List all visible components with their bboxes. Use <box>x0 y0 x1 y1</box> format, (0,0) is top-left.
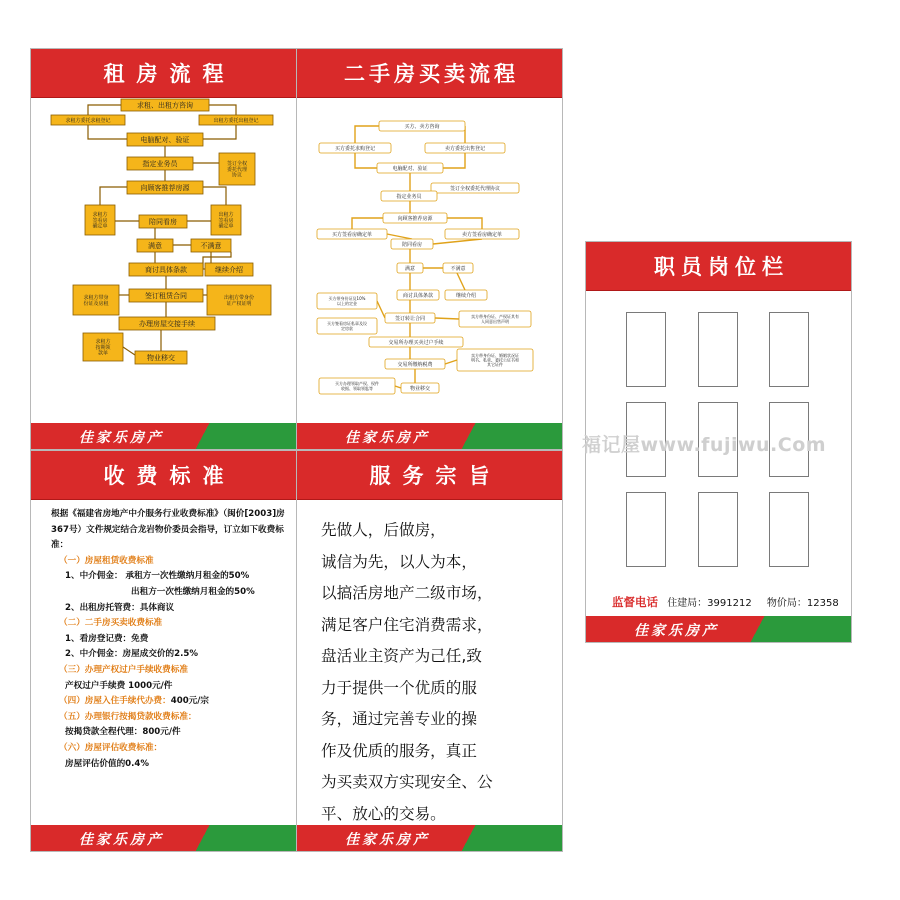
flow-step-label: 求租方带身 <box>83 295 109 301</box>
board-title: 收费标准 <box>103 464 236 488</box>
brand-name: 佳家乐房产 <box>79 430 164 446</box>
resale-flowchart <box>297 97 562 423</box>
brand-name: 佳家乐房产 <box>345 430 430 446</box>
board-header <box>297 49 562 98</box>
flow-step-label: 以上的定金 <box>337 300 357 306</box>
flow-connector <box>100 187 127 205</box>
board-footer <box>31 825 296 851</box>
board-footer <box>586 616 851 642</box>
flow-step <box>317 293 377 309</box>
flow-connector <box>209 105 236 115</box>
flow-step-label: 继续介绍 <box>215 266 243 275</box>
fee-line: 按揭贷款全程代理：800元/件 <box>65 727 181 738</box>
flow-step-label: 办理房屋交接手续 <box>139 320 195 329</box>
staff-photo-slot <box>769 312 809 387</box>
flow-step-label: 明书、私章、委托公证书和 <box>471 357 519 363</box>
flow-step-label: 签看房 <box>218 217 234 224</box>
flow-connector <box>203 125 236 139</box>
bureau-phone-1: 住建局：3991212 <box>667 598 752 609</box>
flow-connector <box>377 301 385 318</box>
fee-line: 房屋评估价值的0.4% <box>65 758 149 769</box>
flow-step <box>369 337 463 347</box>
flow-step <box>219 153 255 185</box>
flow-connector <box>355 126 379 143</box>
fee-section-label: （四）房屋入住手续代办费： <box>59 696 171 707</box>
flow-step-label: 卖方签看房确定单 <box>461 231 503 238</box>
board-footer <box>31 423 296 449</box>
flow-step <box>127 181 203 194</box>
fee-line: 2、出租房托管费：具体商议 <box>65 602 175 613</box>
flow-step-label: 向顾客推荐房源 <box>397 215 433 222</box>
staff-photo-slot <box>626 312 666 387</box>
flow-step <box>317 318 377 334</box>
flow-step <box>383 213 447 223</box>
fee-line: 1、中介佣金： 承租方一次性缴纳月租金的50% <box>65 571 250 582</box>
rental-flowchart <box>31 97 296 423</box>
flow-step-label: 人同意出售声明 <box>481 318 509 324</box>
flow-step-label: 向顾客推荐房源 <box>140 184 190 193</box>
flow-step-label: 协议 <box>231 172 243 179</box>
flow-step <box>385 359 445 369</box>
flow-step <box>317 229 387 239</box>
flow-step-label: 卖方带身份证、婚姻状况证 <box>471 352 519 358</box>
board-footer <box>297 423 562 449</box>
flow-step-label: 交易所缴纳税费 <box>397 361 433 368</box>
fee-line: 1、看房登记费：免费 <box>65 633 149 644</box>
fee-intro: 根据《福建省房地产中介服务行业收费标准》（闽价[2003]房367号）文件规定结合龙岩物价委员会指导，订立如下收费标准： <box>51 509 285 551</box>
flow-step <box>121 99 209 111</box>
flow-step <box>401 383 439 393</box>
brand-name: 佳家乐房产 <box>79 832 164 848</box>
fee-line: 出租方一次性缴纳月租金的50% <box>131 586 255 597</box>
flow-step-label: 求租、出租方咨询 <box>137 101 193 110</box>
board-title: 职员岗位栏 <box>654 255 789 279</box>
flow-step-label: 卖方委托出售登记 <box>444 145 486 152</box>
flow-step-label: 商讨具体条款 <box>145 266 187 275</box>
flow-step <box>391 239 433 249</box>
supervision-phone <box>612 594 839 610</box>
flow-step <box>83 333 123 361</box>
flow-step-label: 电脑配对、验证 <box>392 165 428 172</box>
flow-step-label: 陪同看房 <box>401 241 423 248</box>
flow-step <box>127 157 193 170</box>
flow-step <box>207 285 271 315</box>
flow-step-label: 签订全权 <box>226 161 248 168</box>
flow-step-label: 签看房 <box>92 217 108 224</box>
flow-step <box>85 205 115 235</box>
brand-name: 佳家乐房产 <box>634 623 719 639</box>
flow-connector <box>443 153 465 168</box>
staff-photo-slot <box>769 492 809 567</box>
flow-connector <box>352 218 383 229</box>
flow-step <box>51 115 125 125</box>
flow-step <box>397 263 423 273</box>
staff-photo-slot <box>626 492 666 567</box>
flow-connector <box>203 187 226 205</box>
flow-step-label: 卖方带身份证、产权证其有 <box>471 314 519 320</box>
flow-step-label: 签订租赁合同 <box>145 292 187 301</box>
flow-connector <box>387 234 412 239</box>
flow-step-label: 买方签看房证私章及设 <box>327 321 367 327</box>
flow-step <box>443 263 473 273</box>
board-header <box>297 451 562 500</box>
flow-step <box>431 183 519 193</box>
flow-step <box>397 290 439 300</box>
flow-connector <box>88 105 121 115</box>
board-title: 二手房买卖流程 <box>344 62 519 86</box>
fee-line: （二）二手房买卖收费标准 <box>59 618 163 629</box>
flow-step-label: 出租方委托出租登记 <box>213 117 259 124</box>
flow-connector <box>355 153 377 168</box>
flow-connector <box>435 318 459 319</box>
flow-step-label: 出租方 <box>218 212 234 219</box>
flow-step-label: 定房款 <box>341 325 353 331</box>
flow-connector <box>123 347 135 355</box>
fee-line: （五）办理银行按揭贷款收费标准： <box>59 711 197 722</box>
flow-step-label: 买方、卖方咨询 <box>404 123 440 130</box>
flow-step-label: 物业移交 <box>147 354 175 363</box>
flow-connector <box>395 386 401 388</box>
flow-step <box>445 229 519 239</box>
flow-step-label: 求租方 <box>95 339 111 346</box>
flow-step <box>135 351 187 364</box>
flow-step-label: 买方签看房确定单 <box>331 231 373 238</box>
flow-connector <box>433 239 482 244</box>
flow-connector <box>447 218 482 229</box>
fee-content <box>51 507 290 772</box>
fee-line: 产权过户手续费 1000元/件 <box>65 680 173 691</box>
flow-step <box>457 349 533 371</box>
flow-step-label: 确定单 <box>92 223 108 230</box>
flow-step <box>211 205 241 235</box>
rental-flow-board <box>30 48 297 450</box>
watermark: 福记屋www.fujiwu.Com <box>582 434 827 456</box>
staff-photo-slot <box>698 492 738 567</box>
flow-step-label: 收据、领取领匙等 <box>341 385 373 391</box>
flow-step-label: 证产权证明 <box>226 300 252 307</box>
flow-step <box>73 285 119 315</box>
flow-step <box>459 311 531 327</box>
flow-step-label: 电脑配对、验证 <box>140 136 190 145</box>
flow-step-label: 指定业务员 <box>396 193 422 200</box>
flow-step <box>381 191 437 201</box>
staff-photo-slot <box>698 312 738 387</box>
board-title: 服务宗旨 <box>369 464 502 488</box>
fee-value: 400元/宗 <box>170 696 209 707</box>
flow-step-label: 确定单 <box>218 223 234 230</box>
fee-line: （六）房屋评估收费标准： <box>59 742 163 753</box>
flow-step <box>385 313 435 323</box>
flow-step-label: 陪同看房 <box>149 218 177 227</box>
flow-step-label: 签订全权委托代理协议 <box>449 185 501 192</box>
board-title: 租房流程 <box>103 62 236 86</box>
flow-step <box>139 215 187 228</box>
flow-step <box>129 263 203 276</box>
flow-step <box>319 143 391 153</box>
flow-step-label: 满意 <box>404 265 416 272</box>
flow-step <box>191 239 231 252</box>
mission-text: 先做人，后做房， 诚信为先，以人为本， 以搞活房地产二级市场， 满足客户住宅消费需求， 盘活业主资产为己任,致 力于提供一个优质的服 务，通过完善专业的操 作及优质的服务，真正 为买卖双方实现安全、公 平、放心的交易。 <box>321 521 493 823</box>
flow-step-label: 继续介绍 <box>455 292 477 299</box>
flow-connector <box>88 125 127 139</box>
supervision-label: 监督电话 <box>612 595 658 609</box>
bureau-phone-2: 物价局：12358 <box>766 598 839 609</box>
flow-step-label: 商讨具体条款 <box>402 292 434 299</box>
board-header <box>586 242 851 291</box>
flow-step-label: 份证及房租 <box>83 300 109 307</box>
fee-line: 2、中介佣金：房屋成交价的2.5% <box>65 649 198 660</box>
flow-step <box>377 163 443 173</box>
flow-step <box>199 115 273 125</box>
fee-lines <box>51 554 290 772</box>
board-header <box>31 451 296 500</box>
flow-step-label: 求租方 <box>92 212 108 219</box>
flow-step-label: 出租方带身份 <box>223 295 255 301</box>
fee-standard-board <box>30 450 297 852</box>
flow-step-label: 按期领 <box>95 344 111 351</box>
fee-line <box>51 694 290 710</box>
flow-step-label: 买方带身份证及10% <box>328 296 366 302</box>
flow-step <box>119 317 215 330</box>
flow-connector <box>445 360 457 364</box>
flow-step-label: 指定业务员 <box>142 160 178 169</box>
fee-line: （三）办理产权过户手续收费标准 <box>59 664 188 675</box>
flow-step <box>319 378 395 394</box>
service-mission-board <box>296 450 563 852</box>
flow-step <box>129 289 203 302</box>
flow-step-label: 其它证件 <box>487 362 503 368</box>
flow-step-label: 签订转让合同 <box>394 315 426 322</box>
flow-step-label: 不满意 <box>450 265 466 272</box>
flow-step <box>127 133 203 146</box>
flow-step <box>425 143 505 153</box>
flow-step <box>379 121 465 131</box>
brand-name: 佳家乐房产 <box>345 832 430 848</box>
fee-line: （一）房屋租赁收费标准 <box>59 555 154 566</box>
flow-step-label: 交易所办理买卖过户手续 <box>388 339 444 346</box>
board-footer <box>297 825 562 851</box>
flow-step <box>205 263 253 276</box>
flow-step <box>445 290 487 300</box>
flow-step-label: 款单 <box>97 350 109 357</box>
flow-step-label: 委托代理 <box>226 166 248 173</box>
flow-step-label: 买方委托求购登记 <box>334 145 376 152</box>
flow-step-label: 满意 <box>148 242 162 251</box>
resale-flow-board <box>296 48 563 450</box>
flow-step-label: 物业移交 <box>409 385 431 392</box>
flow-step <box>137 239 173 252</box>
flow-step-label: 求租方委托求租登记 <box>65 117 111 124</box>
flow-connector <box>457 273 465 290</box>
flow-step-label: 不满意 <box>200 242 222 251</box>
board-header <box>31 49 296 98</box>
flow-step-label: 买方办理领取产权、权件 <box>335 381 379 387</box>
